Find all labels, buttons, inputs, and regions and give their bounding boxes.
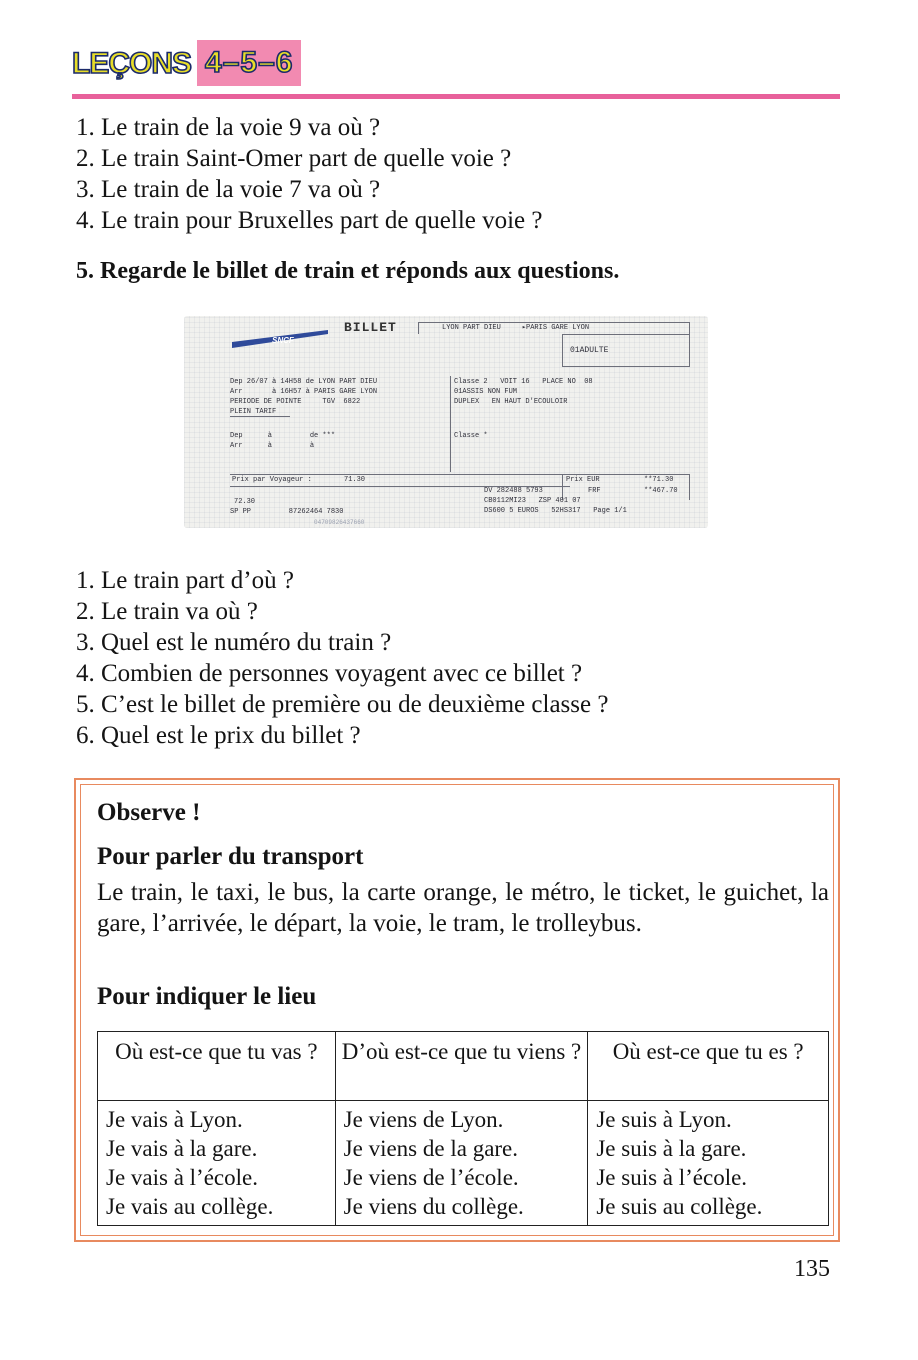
phrase: Je suis à l’école.: [596, 1165, 748, 1190]
table-header-cell: Où est-ce que tu vas ?: [98, 1032, 336, 1101]
phrase: Je viens du collège.: [343, 1194, 524, 1219]
phrase: Je vais au collège.: [106, 1194, 274, 1219]
ticket-tarif: PLEIN TARIF: [230, 408, 277, 416]
question-item: 1. Le train part d’où ?: [76, 567, 294, 594]
transport-vocabulary: Le train, le taxi, le bus, la carte orange, le métro, le ticket, le guichet, la gare, l’arrivée, le départ, la voie, le tram, le trolleybus.: [97, 879, 829, 937]
observe-box-inner: [80, 784, 834, 1236]
ticket-price-label: Prix par Voyageur :: [232, 476, 312, 484]
phrase: Je suis au collège.: [596, 1194, 763, 1219]
ticket-reference-3: DS600 5 EUROS 52HS317 Page 1/1: [484, 507, 627, 515]
location-heading: Pour indiquer le lieu: [97, 983, 317, 1010]
ticket-departure-2: Dep à de ***: [230, 432, 336, 440]
phrase: Je suis à Lyon.: [596, 1107, 732, 1132]
phrase: Je vais à la gare.: [106, 1136, 258, 1161]
phrase: Je vais à l’école.: [106, 1165, 258, 1190]
phrase: Je suis à la gare.: [596, 1136, 747, 1161]
question-item: 2. Le train va où ?: [76, 598, 258, 625]
table-cell: [98, 1101, 336, 1226]
question-item: 1. Le train de la voie 9 va où ?: [76, 114, 381, 141]
ticket-title: BILLET: [344, 320, 397, 335]
question-list-bottom: [76, 565, 608, 751]
table-header-row: [98, 1032, 829, 1101]
ticket-arrival: Arr à 16H57 à PARIS GARE LYON: [230, 388, 378, 396]
phrase: Je viens de Lyon.: [343, 1107, 504, 1132]
question-list-top: [76, 112, 543, 236]
observe-title: Observe !: [97, 799, 201, 826]
ticket-route: LYON PART DIEU ▸PARIS GARE LYON: [442, 324, 590, 332]
question-item: 4. Le train pour Bruxelles part de quelle voie ?: [76, 207, 543, 234]
header-divider: [72, 94, 840, 99]
sncf-logo-icon: [232, 330, 328, 348]
ticket-reference-1: DV 282488 5793: [484, 487, 543, 495]
ticket-arrival-2: Arr à à: [230, 442, 315, 450]
ticket-barcode-number: 04709826437660: [314, 519, 365, 526]
lesson-title: LEÇONS: [72, 47, 192, 80]
ticket-passenger: 01ADULTE: [570, 346, 609, 355]
question-item: 4. Combien de personnes voyagent avec ce billet ?: [76, 660, 583, 687]
ticket-class: Classe 2 VOIT 16 PLACE NO 08: [454, 378, 593, 386]
ticket-amount-frf: **467.70: [644, 487, 678, 495]
lesson-numbers: 4–5–6: [197, 40, 301, 86]
transport-heading: Pour parler du transport: [97, 843, 364, 870]
table-header-cell: D’où est-ce que tu viens ?: [335, 1032, 588, 1101]
table-row: [98, 1101, 829, 1226]
question-item: 6. Quel est le prix du billet ?: [76, 722, 361, 749]
question-item: 2. Le train Saint-Omer part de quelle voie ?: [76, 145, 512, 172]
ticket-seat-detail: DUPLEX EN HAUT D'ECOULOIR: [454, 398, 568, 406]
observe-box: [74, 778, 840, 1242]
svg-text:SNCF: SNCF: [272, 336, 294, 345]
train-ticket-image: [184, 316, 708, 528]
location-table: [97, 1031, 829, 1226]
phrase: Je viens de la gare.: [343, 1136, 519, 1161]
question-item: 3. Quel est le numéro du train ?: [76, 629, 392, 656]
ticket-sp-line: SP PP 87262464 7830: [230, 508, 344, 516]
page-number: 135: [794, 1256, 830, 1282]
question-item: 3. Le train de la voie 7 va où ?: [76, 176, 381, 203]
ticket-currency-eur: Prix EUR: [566, 476, 600, 484]
ticket-currency-frf: FRF: [588, 487, 601, 495]
exercise-5-instruction: 5. Regarde le billet de train et réponds aux questions.: [76, 258, 620, 284]
ticket-seat: 01ASSIS NON FUM: [454, 388, 518, 396]
phrase: Je vais à Lyon.: [106, 1107, 243, 1132]
table-header-cell: Où est-ce que tu es ?: [588, 1032, 829, 1101]
table-cell: [588, 1101, 829, 1226]
ticket-amount-eur: **71.30: [644, 476, 674, 484]
phrase: Je viens de l’école.: [343, 1165, 519, 1190]
lesson-header: [72, 40, 301, 86]
ticket-price-value: 71.30: [344, 476, 366, 484]
table-cell: [335, 1101, 588, 1226]
ticket-class-2: Classe *: [454, 432, 488, 440]
ticket-period: PERIODE DE POINTE TGV 6822: [230, 398, 361, 406]
ticket-reference-2: CB0112MI23 ZSP 401 07: [484, 497, 581, 505]
ticket-price-2: 72.30: [234, 498, 256, 506]
ticket-departure: Dep 26/07 à 14H58 de LYON PART DIEU: [230, 378, 378, 386]
question-item: 5. C’est le billet de première ou de deuxième classe ?: [76, 691, 609, 718]
